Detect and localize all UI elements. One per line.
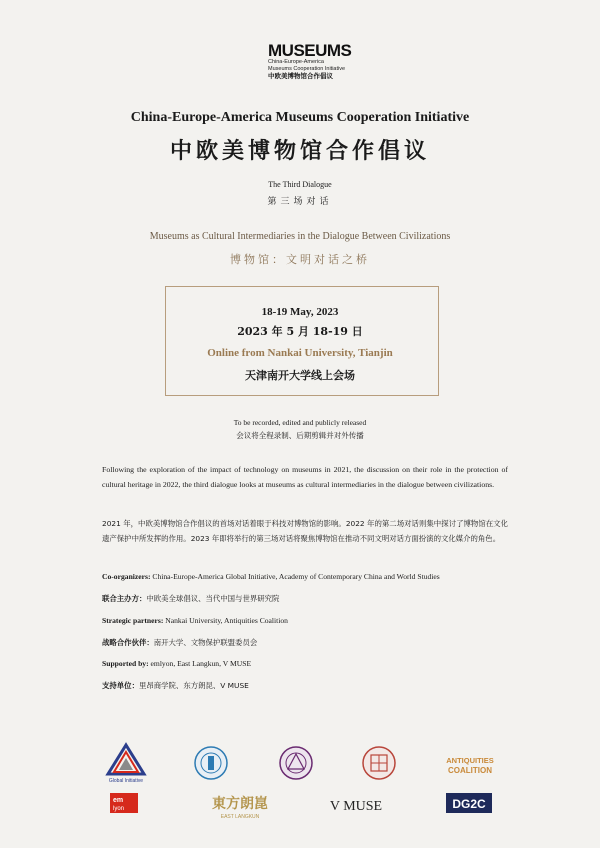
recording-note-english: To be recorded, edited and publicly released <box>233 418 367 427</box>
co-organizers-label: Co-organizers: <box>102 572 151 581</box>
partners-value: Nankai University, Antiquities Coalition <box>165 616 288 625</box>
supported-row <box>102 659 251 668</box>
partners-cn-value: 南开大学、文物保护联盟委员会 <box>153 638 258 647</box>
dg2c-logo <box>446 793 492 815</box>
logo-sub-line-1: China-Europe-America <box>268 59 324 65</box>
event-venue-english: Online from Nankai University, Tianjin <box>207 347 393 359</box>
vmuse-text: V MUSE <box>329 799 383 814</box>
antiquities-text-1: ANTIQUITIES <box>446 756 494 765</box>
intro-paragraph-english: Following the exploration of the impact of technology on museums in 2021, the discussion on their role in the protection of cultural heritage in 2022, the third dialogue looks at museums as cultural intermediaries in the dialogue between civilizations. <box>102 465 508 489</box>
theme-english: Museums as Cultural Intermediaries in the Dialogue Between Civilizations <box>149 231 451 242</box>
co-organizers-cn-value: 中欧美全球倡议、当代中国与世界研究院 <box>146 594 280 603</box>
partners-cn-label: 战略合作伙伴： <box>102 638 154 647</box>
east-langkun-cn-text: 東方朗崑 <box>212 796 268 812</box>
supported-cn-row <box>102 680 249 691</box>
intro-paragraph-chinese: 2021 年，中欧美博物馆合作倡议的首场对话着眼于科技对博物馆的影响。2022 年的第二场对话则集中探讨了博物馆在文化遗产保护中所发挥的作用。2023 年即将举行的第三场对话将聚焦博物馆在推动不同文明对话方面扮演的文化媒介的角色。 <box>102 519 508 543</box>
dialogue-chinese: 第三场对话 <box>267 197 333 207</box>
partners-label: Strategic partners: <box>102 616 164 625</box>
co-organizers-cn-row <box>102 593 279 604</box>
antiquities-text-2: COALITION <box>448 766 492 775</box>
recording-note-chinese: 会议将全程录制、后期剪辑并对外传播 <box>236 431 364 440</box>
academy-seal-logo <box>193 745 229 781</box>
supported-value: emlyon, East Langkun, V MUSE <box>150 659 252 668</box>
emlyon-text-2: lyon <box>113 806 125 812</box>
event-venue-chinese: 天津南开大学线上会场 <box>245 369 355 382</box>
event-date-chinese: 2023 年 5 月 18-19 日 <box>237 325 363 338</box>
emlyon-text-1: em <box>113 797 124 804</box>
supported-label: Supported by: <box>102 659 149 668</box>
co-organizers-cn-label: 联合主办方： <box>102 594 147 603</box>
title-chinese: 中欧美博物馆合作倡议 <box>169 138 430 164</box>
theme-chinese: 博物馆：文明对话之桥 <box>230 253 370 266</box>
logo-sub-line-2: Museums Cooperation Initiative <box>268 65 346 72</box>
title-english: China-Europe-America Museums Cooperation Initiative <box>130 110 470 125</box>
global-initiative-logo <box>104 742 148 784</box>
dialogue-english: The Third Dialogue <box>268 180 332 189</box>
logo-chinese: 中欧美博物馆合作倡议 <box>268 72 333 80</box>
antiquities-coalition-logo <box>440 755 500 777</box>
red-seal-logo <box>361 745 397 781</box>
supported-cn-label: 支持单位： <box>102 681 139 690</box>
supported-cn-value: 里昂商学院、东方朗昆、V MUSE <box>138 681 249 690</box>
east-langkun-en-text: EAST LANGKUN <box>220 814 260 820</box>
emlyon-logo <box>110 793 138 819</box>
global-initiative-text: Global Initiative <box>108 778 144 784</box>
event-date-english: 18-19 May, 2023 <box>261 306 339 318</box>
museums-logo <box>268 42 368 81</box>
partners-cn-row <box>102 637 257 648</box>
nankai-university-seal <box>278 745 314 781</box>
east-langkun-logo <box>205 792 275 822</box>
partners-row <box>102 616 288 625</box>
co-organizers-value: China-Europe-America Global Initiative, Academy of Contemporary China and World Studies <box>152 572 440 581</box>
logo-word: MUSEUMS <box>268 41 352 60</box>
vmuse-logo <box>326 794 386 816</box>
co-organizers-row <box>102 572 440 581</box>
dg2c-text: DG2C <box>452 797 486 811</box>
